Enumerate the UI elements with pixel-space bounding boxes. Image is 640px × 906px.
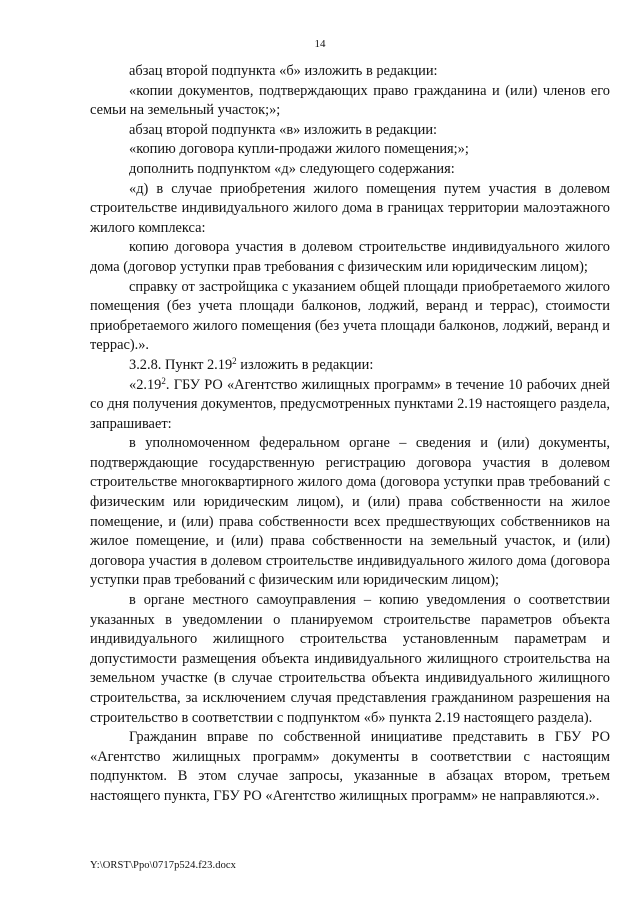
paragraph-9-post: изложить в редакции: [236, 356, 374, 373]
paragraph-6: «д) в случае приобретения жилого помещения путем участия в долевом строительстве индивидуального жилого дома в границах территории малоэтажного жилого комплекса: [90, 180, 610, 236]
file-path-footer: Y:\ORST\Ppo\0717p524.f23.docx [90, 860, 237, 871]
paragraph-10-pre: «2.19 [129, 376, 162, 393]
document-body [90, 62, 610, 807]
paragraph-7: копию договора участия в долевом строительстве индивидуального жилого дома (договор уступки прав требования с физическим или юридическим лицом); [90, 239, 610, 275]
paragraph-9 [90, 356, 610, 376]
paragraph-11: в уполномоченном федеральном органе – сведения и (или) документы, подтверждающие государственную регистрацию договора участия в долевом строительстве многоквартирного жилого дома (договора уступки прав требований с физическим или юридическим лицом), и (или) права собственности на жилое помещение, и (или) права собственности всех предшествующих собственников на жилое помещение, и (или) права собственности на земельный участок, и (или) договора участия в долевом строительстве индивидуального жилого дома (договора уступки прав требований с физическим или юридическим лицом); [90, 435, 610, 589]
paragraph-10-post: . ГБУ РО «Агентство жилищных программ» в течение 10 рабочих дней со дня получения документов, предусмотренных пунктами 2.19 настоящего раздела, запрашивает: [90, 376, 610, 432]
paragraph-9-pre: 3.2.8. Пункт 2.19 [129, 356, 233, 373]
paragraph-5: дополнить подпунктом «д» следующего содержания: [129, 160, 455, 177]
paragraph-13: Гражданин вправе по собственной инициативе представить в ГБУ РО «Агентство жилищных программ» документы в соответствии с настоящим подпунктом. В этом случае запросы, указанные в абзацах втором, третьем настоящего пункта, ГБУ РО «Агентство жилищных программ» не направляются.». [90, 729, 610, 804]
paragraph-10-superscript: 2 [161, 375, 166, 386]
paragraph-9-superscript: 2 [232, 355, 237, 366]
paragraph-10 [90, 376, 610, 435]
paragraph-3: абзац второй подпункта «в» изложить в редакции: [129, 121, 438, 138]
paragraph-4: «копию договора купли-продажи жилого помещения;»; [129, 141, 469, 158]
paragraph-12: в органе местного самоуправления – копию уведомления о соответствии указанных в уведомлении о планируемом строительстве параметров объекта индивидуального жилищного строительства установленным параметрам и допустимости размещения объекта индивидуального жилищного строительства на земельном участке (в случае строительства объекта индивидуального жилищного строительства, за исключением случая представления гражданином разрешения на строительство в соответствии с подпунктом «б» пункта 2.19 настоящего раздела). [90, 592, 610, 726]
page-number: 14 [314, 38, 326, 50]
paragraph-2: «копии документов, подтверждающих право гражданина и (или) членов его семьи на земельный участок;»; [90, 82, 610, 119]
paragraph-1: абзац второй подпункта «б» изложить в редакции: [129, 63, 438, 79]
paragraph-8: справку от застройщика с указанием общей площади приобретаемого жилого помещения (без учета площади балконов, лоджий, веранд и террас), стоимости приобретаемого жилого помещения (без учета площади балконов, лоджий, веранд и террас).». [90, 278, 610, 354]
